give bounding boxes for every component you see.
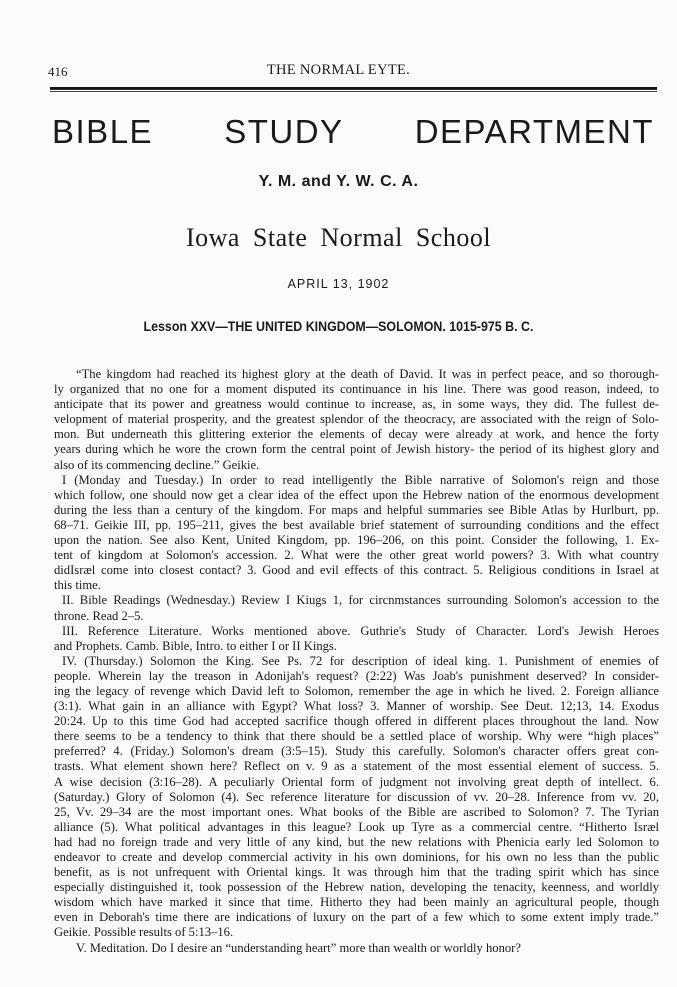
text-line: endeavor to create and develop commercial activity in his own dominions, for his own no less than the public — [54, 850, 659, 864]
text-line: upon the nation. See also Kent, United Kingdom, pp. 196–206, on this point. Consider the following, 1. Ex- — [54, 533, 659, 548]
text-line: throne. Read 2–5. — [54, 608, 144, 623]
text-line: benefit, as is not unfrequent with Oriental kings. It was through him that the trading spirit which has since — [54, 865, 659, 880]
text-line: this time. — [54, 578, 101, 593]
text-line: anticipate that its power and greatness would continue to increase, as, in some ways, they did. The fullest de- — [54, 397, 659, 412]
text-line: people. Wherein lay the treason in Adonijah's request? (2:22) Was Joab's punishment deserved? In consider- — [54, 668, 659, 683]
paragraph — [54, 624, 659, 654]
text-line: 20:24. Up to this time God had accepted sacrifice though offered in different places throughout the land. Now — [54, 714, 659, 729]
header-rule — [50, 87, 657, 90]
text-line: velopment of material prosperity, and the greatest splendor of the theocracy, are associated with the reign of Solo- — [54, 412, 659, 427]
article-body — [54, 367, 659, 956]
school-name: Iowa State Normal School — [185, 223, 492, 252]
text-line: ly organized that no one for a moment disputed its continuance in his line. There was good reason, indeed, to — [54, 382, 659, 397]
date: APRIL 13, 1902 — [287, 277, 390, 291]
text-line: I (Monday and Tuesday.) In order to read intelligently the Bible narrative of Solomon's reign and those — [62, 472, 659, 487]
text-line: (3:1). What gain in an alliance with Egypt? What loss? 3. Manner of worship. See Deut. 12;13, 14. Exodus — [54, 699, 659, 714]
text-line: alliance (5). What political advantages in this league? Look up Tyre as a commercial centre. “Hitherto Isræl — [54, 819, 659, 834]
text-line: preferred? 4. (Friday.) Solomon's dream (3:5–15). Study this carefully. Solomon's character offers great con- — [54, 744, 659, 759]
text-line: and Prophets. Camb. Bible, Intro. to either I or II Kings. — [54, 638, 337, 653]
text-line: tent of kingdom at Solomon's accession. 2. What were the other great world powers? 3. With what country — [54, 548, 659, 563]
text-line: II. Bible Readings (Wednesday.) Review I Kiugs 1, for circnmstances surrounding Solomon's accession to the — [62, 593, 659, 608]
title-word: STUDY — [224, 113, 344, 150]
text-line: years during which he wore the crown form the central point of Jewish history- the period of its highest glory and — [54, 442, 659, 457]
paragraph — [54, 593, 659, 623]
paragraph — [54, 941, 659, 956]
title-word: BIBLE — [52, 113, 154, 150]
text-line: IV. (Thursday.) Solomon the King. See Ps. 72 for description of ideal king. 1. Punishment of enemies of — [62, 653, 659, 668]
text-line: even in Deborah's time there are indications of luxury on the part of a few which to some extent imply trade.” — [54, 910, 659, 925]
text-line: during the less than a century of the kingdom. For maps and helpful summaries see Bible Atlas by Hurlburt, pp. — [54, 502, 659, 517]
text-line: (Saturday.) Glory of Solomon (4). Sec reference literature for discussion of vv. 20–28. Inference from vv. 20, — [54, 789, 659, 804]
text-line: III. Reference Literature. Works mentioned above. Guthrie's Study of Character. Lord's Jewish Heroes — [62, 623, 659, 638]
page-number: 416 — [48, 64, 68, 79]
text-line: especially distinguished it, took possession of the Hebrew nation, developing the tenacity, keenness, and worldly — [54, 880, 659, 895]
paragraph — [54, 367, 659, 473]
text-line: Geikie. Possible results of 5:13–16. — [54, 925, 234, 940]
paragraph — [54, 654, 659, 941]
text-line: 68–71. Geikie III, pp. 195–211, gives the best available brief statement of surrounding conditions and the effect — [54, 517, 659, 532]
title-word: DEPARTMENT — [414, 113, 654, 150]
page-title — [52, 114, 654, 150]
text-line: wisdom which have marked it since that time. Hitherto they had been mainly an agricultural people, though — [54, 895, 659, 910]
organization: Y. M. and Y. W. C. A. — [258, 173, 419, 190]
text-line: also of its commencing decline.” Geikie. — [54, 457, 260, 472]
lesson-heading: Lesson XXV—THE UNITED KINGDOM—SOLOMON. 1015-975 B. C. — [143, 319, 534, 334]
text-line: mon. But underneath this glittering exterior the elements of decay were already at work, and hence the forty — [54, 427, 659, 442]
paragraph — [54, 473, 659, 594]
text-line: which follow, one should now get a clear idea of the effect upon the Hebrew nation of the enormous development — [54, 487, 659, 502]
running-head: THE NORMAL EYTE. — [266, 62, 411, 78]
text-line: A wise decision (3:16–28). A peculiarly Oriental form of judgment not involving great depth of intellect. 6. — [54, 774, 659, 789]
text-line: had had no foreign trade and very little of any kind, but the new relations with Phenicia early led Solomon to — [54, 834, 659, 849]
text-line: there seems to be a tendency to think that there should be a settled place of worship. Why were “high places” — [54, 729, 659, 744]
text-line: 25, Vv. 29–34 are the most important ones. What books of the Bible are ascribed to Solomon? 7. The Tyrian — [54, 804, 659, 819]
text-line: trasts. What element shown here? Reflect on v. 9 as a statement of the most essential element of success. 5. — [54, 759, 659, 774]
text-line: didIsræl come into closest contact? 3. Good and evil effects of this contract. 5. Religious conditions in Israel at — [54, 563, 659, 578]
text-line: ing the legacy of revenge which David left to Solomon, remember the age in which he lived. 2. Foreign alliance — [54, 683, 659, 698]
text-line: “The kingdom had reached its highest glory at the death of David. It was in perfect peace, and so thorough- — [76, 367, 659, 381]
text-line: V. Meditation. Do I desire an “understanding heart” more than wealth or worldly honor? — [76, 940, 521, 955]
